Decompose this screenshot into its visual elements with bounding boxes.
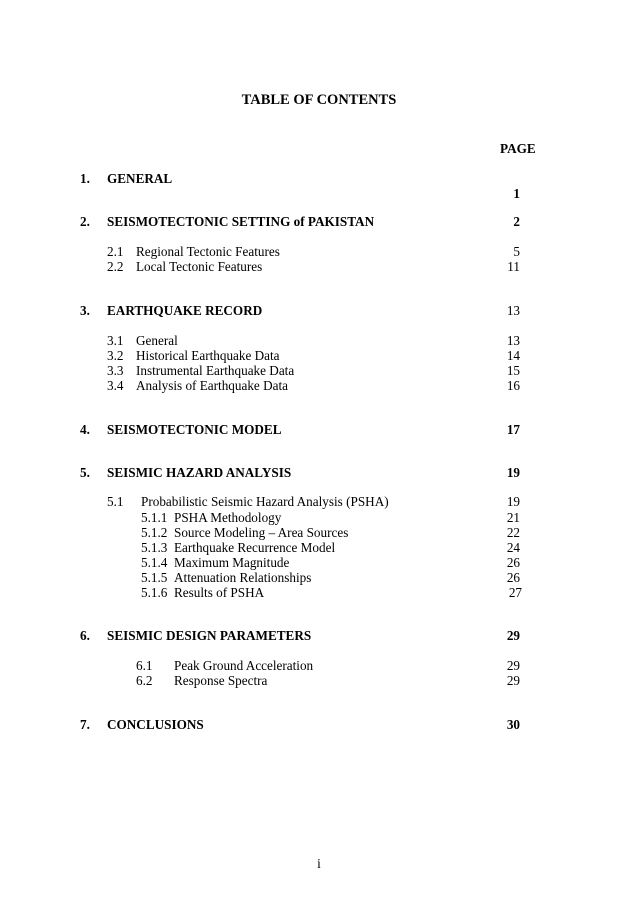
- subsection-number: 5.1.1: [141, 510, 168, 525]
- subsection-number: 3.3: [107, 363, 124, 378]
- section-number: 5.: [80, 465, 90, 480]
- section-number: 6.: [80, 628, 90, 643]
- toc-title: TABLE OF CONTENTS: [241, 92, 397, 108]
- subsection-number: 3.4: [107, 378, 124, 393]
- section-page: 2: [513, 214, 520, 229]
- subsection-page: 22: [506, 525, 520, 540]
- subsection-title: Attenuation Relationships: [174, 570, 312, 585]
- subsection-number: 5.1.3: [141, 540, 168, 555]
- section-page: 30: [506, 717, 520, 732]
- subsection-number: 5.1.2: [141, 525, 168, 540]
- subsection-number: 6.1: [136, 658, 153, 673]
- section-title: SEISMOTECTONIC SETTING of PAKISTAN: [107, 214, 375, 229]
- section-title: SEISMIC DESIGN PARAMETERS: [107, 628, 312, 643]
- subsection-page: 16: [506, 378, 520, 393]
- subsection-title: Analysis of Earthquake Data: [136, 378, 288, 393]
- section-number: 7.: [80, 717, 90, 732]
- page-column-header: PAGE: [500, 141, 536, 156]
- subsection-page: 11: [507, 259, 520, 274]
- subsection-title: Response Spectra: [174, 673, 268, 688]
- subsection-title: General: [136, 333, 178, 348]
- subsection-number: 3.1: [107, 333, 124, 348]
- section-page: 19: [506, 465, 520, 480]
- subsection-number: 5.1.5: [141, 570, 168, 585]
- section-number: 4.: [80, 422, 90, 437]
- subsection-title: Source Modeling – Area Sources: [174, 525, 349, 540]
- subsection-page: 21: [506, 510, 520, 525]
- subsection-number: 5.1.6: [141, 585, 168, 600]
- subsection-title: Local Tectonic Features: [136, 259, 263, 274]
- subsection-number: 2.2: [107, 259, 124, 274]
- subsection-title: Results of PSHA: [174, 585, 265, 600]
- subsection-page: 24: [506, 540, 520, 555]
- section-page: 13: [506, 303, 520, 318]
- section-title: CONCLUSIONS: [107, 717, 204, 732]
- subsection-title: Historical Earthquake Data: [136, 348, 280, 363]
- section-page: 1: [513, 186, 520, 201]
- subsection-title: Probabilistic Seismic Hazard Analysis (PSHA): [141, 494, 389, 509]
- subsection-page: 27: [508, 585, 522, 600]
- section-number: 2.: [80, 214, 90, 229]
- subsection-page: 13: [506, 333, 520, 348]
- subsection-title: Maximum Magnitude: [174, 555, 290, 570]
- subsection-page: 26: [506, 555, 520, 570]
- subsection-number: 5.1.4: [141, 555, 168, 570]
- section-title: GENERAL: [107, 171, 173, 186]
- subsection-page: 26: [506, 570, 520, 585]
- section-number: 1.: [80, 171, 90, 186]
- section-page: 17: [506, 422, 520, 437]
- footer-page-number: i: [317, 856, 321, 871]
- section-page: 29: [506, 628, 520, 643]
- subsection-page: 5: [513, 244, 520, 259]
- section-number: 3.: [80, 303, 90, 318]
- section-title: EARTHQUAKE RECORD: [107, 303, 263, 318]
- subsection-title: Peak Ground Acceleration: [174, 658, 314, 673]
- subsection-page: 19: [506, 494, 520, 509]
- subsection-number: 2.1: [107, 244, 124, 259]
- subsection-page: 14: [506, 348, 520, 363]
- subsection-title: Earthquake Recurrence Model: [174, 540, 336, 555]
- subsection-title: Instrumental Earthquake Data: [136, 363, 295, 378]
- subsection-page: 29: [506, 658, 520, 673]
- subsection-number: 6.2: [136, 673, 153, 688]
- section-title: SEISMOTECTONIC MODEL: [107, 422, 282, 437]
- subsection-number: 3.2: [107, 348, 124, 363]
- subsection-title: Regional Tectonic Features: [136, 244, 280, 259]
- subsection-page: 29: [506, 673, 520, 688]
- subsection-page: 15: [506, 363, 520, 378]
- section-title: SEISMIC HAZARD ANALYSIS: [107, 465, 292, 480]
- subsection-title: PSHA Methodology: [174, 510, 282, 525]
- subsection-number: 5.1: [107, 494, 124, 509]
